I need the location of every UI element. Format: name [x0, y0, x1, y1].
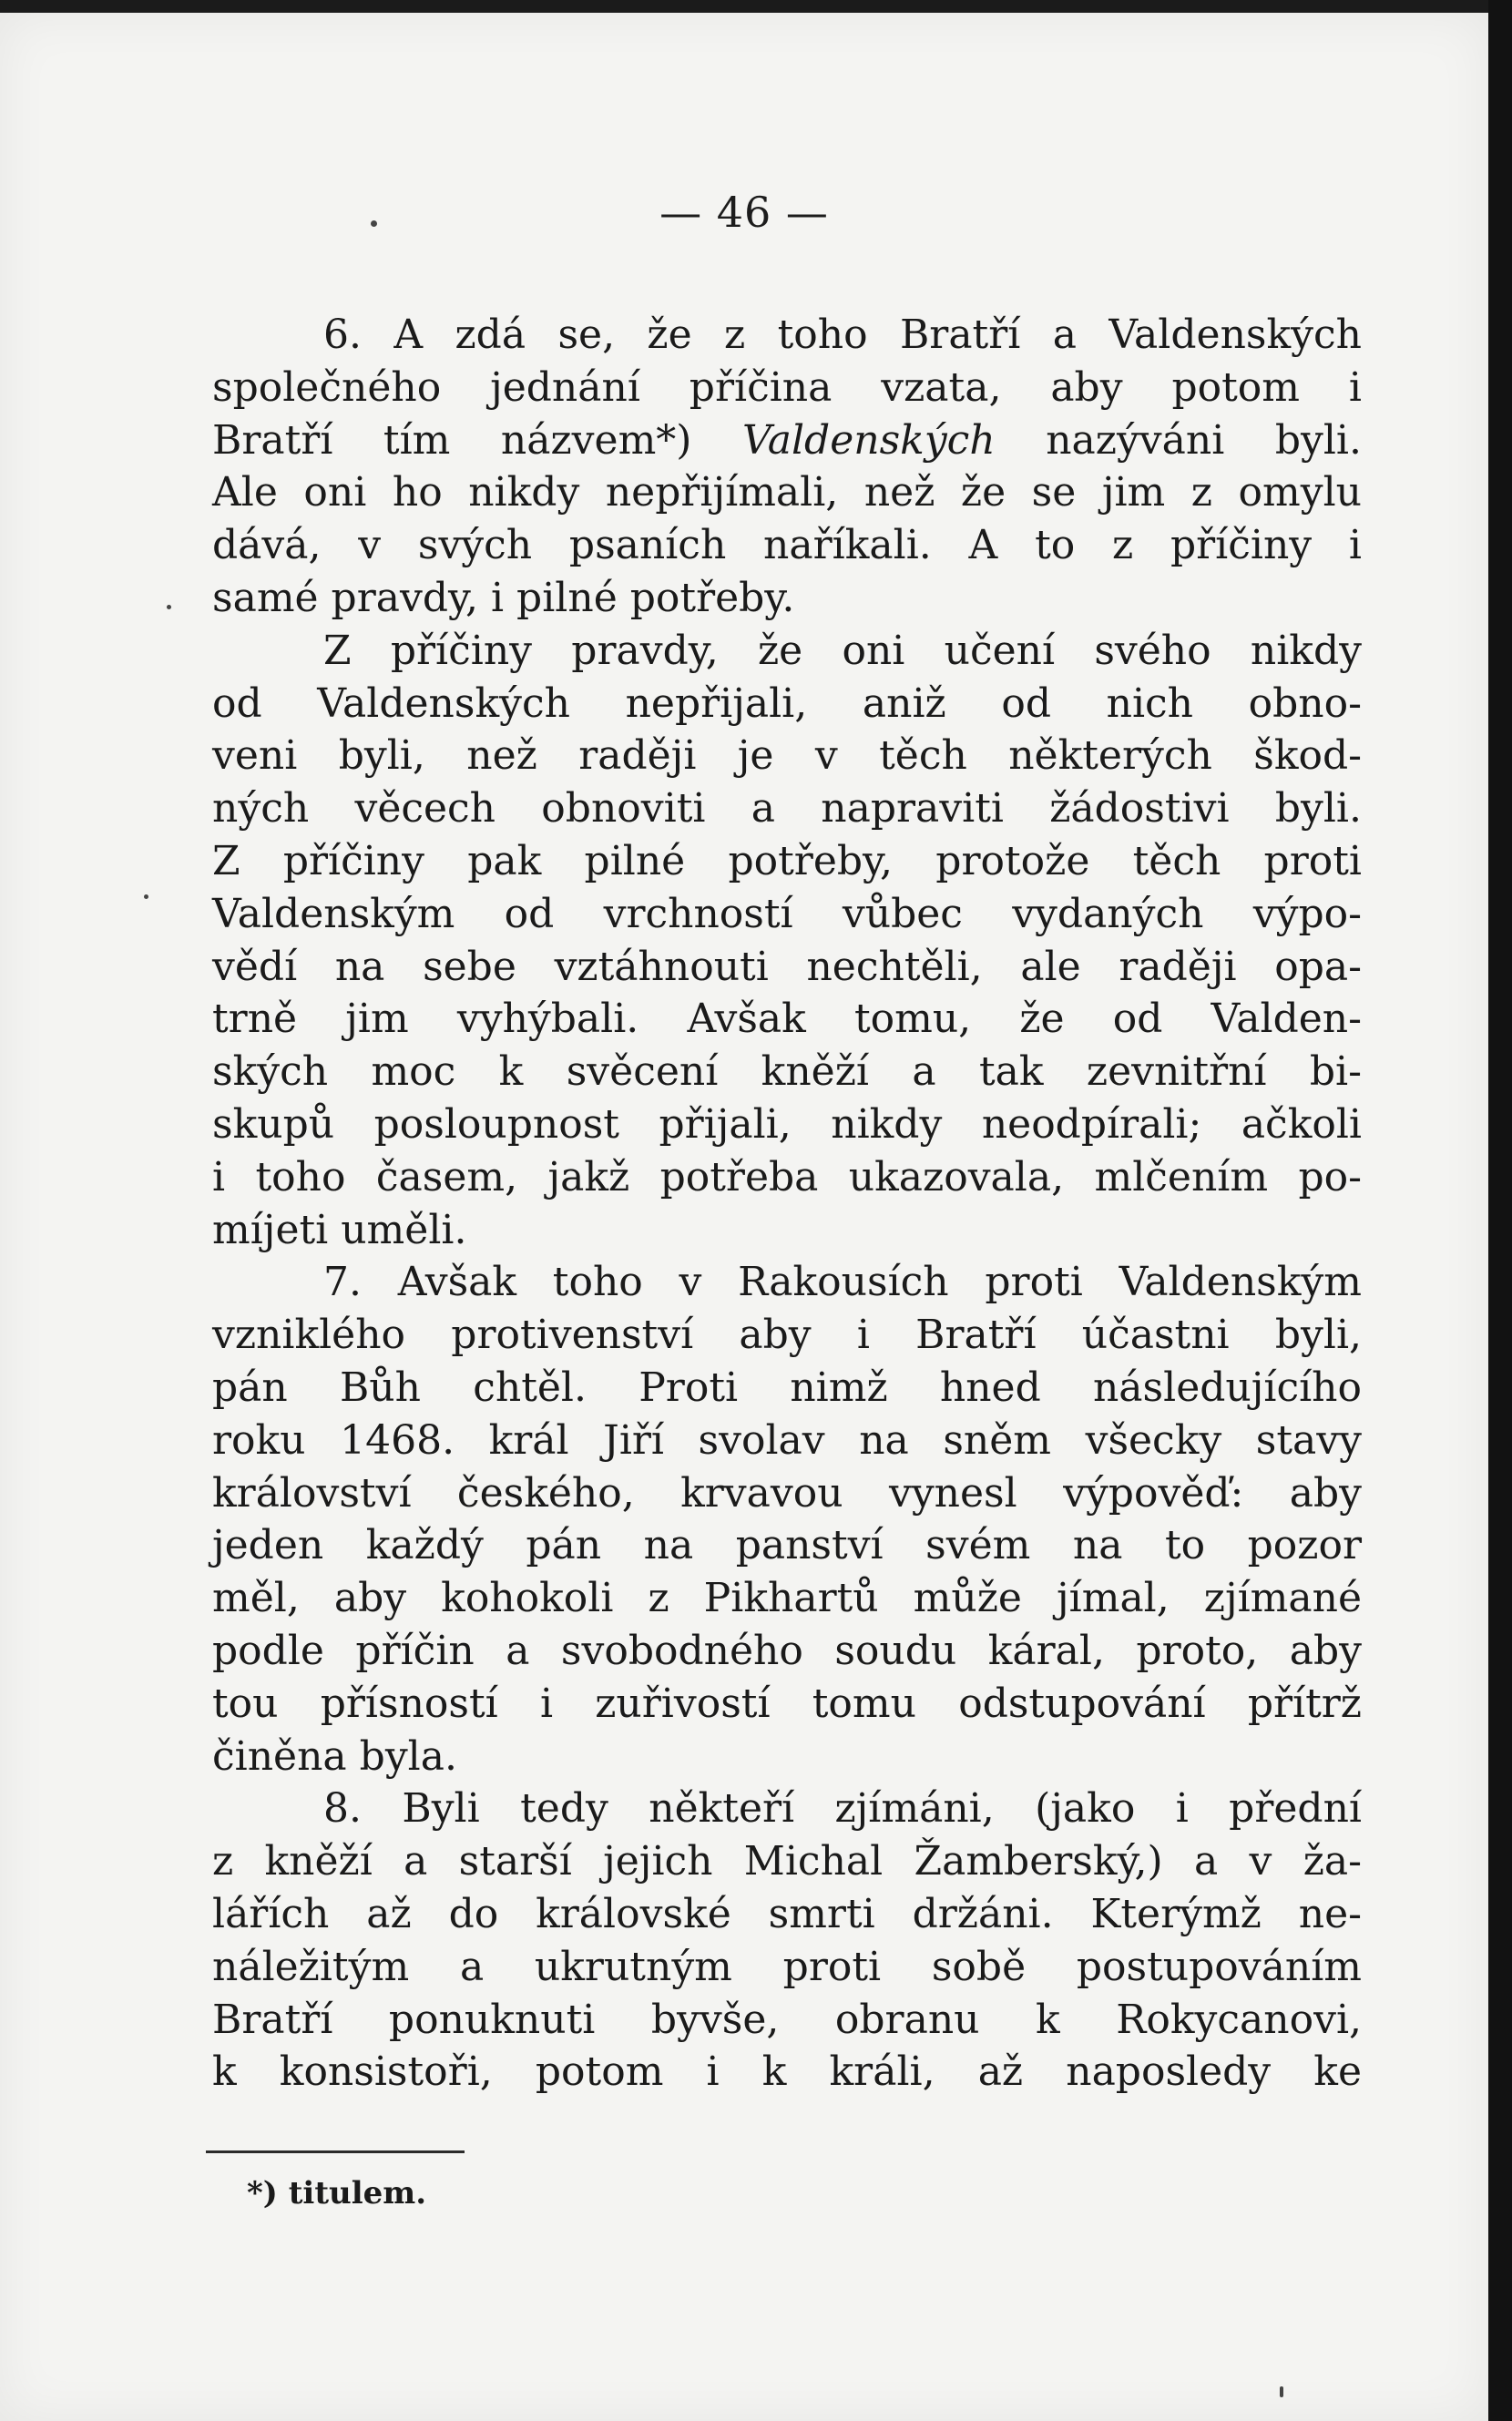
text-line: 6. A zdá se, že z toho Bratří a Valdenských — [323, 312, 1362, 358]
text-line: 7. Avšak toho v Rakousích proti Valdenským — [323, 1259, 1362, 1306]
text-line: ných věcech obnoviti a napraviti žádostivi byli. — [212, 785, 1362, 833]
text-line: Valdenským od vrchností vůbec vydaných výpo- — [212, 890, 1362, 937]
text-line: Z příčiny pak pilné potřeby, protože těch proti — [212, 837, 1362, 884]
text-line: vzniklého protivenství aby i Bratří účastni byli, — [212, 1312, 1362, 1359]
text-segment: Bratří tím názvem*) — [212, 416, 742, 464]
text-line: dává, v svých psaních naříkali. A to z příčiny i — [212, 522, 1362, 569]
text-line: podle příčin a svobodného soudu káral, proto, aby — [212, 1627, 1362, 1674]
paper-speck — [144, 894, 148, 899]
text-line: Z příčiny pravdy, že oni učení svého nikdy — [323, 627, 1362, 674]
text-segment: nazýváni byli. — [995, 416, 1362, 464]
text-line: veni byli, než raději je v těch některých škod- — [212, 732, 1362, 780]
paper-speck — [371, 220, 377, 227]
text-line: jeden každý pán na panství svém na to pozor — [212, 1522, 1362, 1569]
body-text — [212, 309, 1362, 2099]
paper-speck — [1280, 2386, 1283, 2397]
footnote-divider — [206, 2150, 465, 2153]
page-number: — 46 — — [659, 188, 829, 237]
italic-term: Valdenských — [742, 416, 996, 464]
text-line: Ale oni ho nikdy nepřijímali, než že se jim z omylu — [212, 469, 1362, 516]
page-edge-shadow — [1488, 0, 1512, 2421]
text-line: měl, aby kohokoli z Pikhartů může jímal, zjímané — [212, 1575, 1362, 1622]
text-line: náležitým a ukrutným proti sobě postupováním — [212, 1943, 1362, 1990]
text-line: ských moc k svěcení kněží a tak zevnitřní bi- — [212, 1048, 1362, 1096]
paper-speck — [167, 605, 171, 609]
text-line: lářích až do královské smrti držáni. Kterýmž ne- — [212, 1890, 1362, 1937]
text-line-with-italic — [212, 414, 1362, 467]
text-line: tou přísností i zuřivostí tomu odstupování přítrž — [212, 1680, 1362, 1727]
text-line: království českého, krvavou vynesl výpověď: aby — [212, 1469, 1362, 1517]
text-line: skupů posloupnost přijali, nikdy neodpírali; ačkoli — [212, 1100, 1362, 1148]
text-line: pán Bůh chtěl. Proti nimž hned následujícího — [212, 1364, 1362, 1411]
text-line: trně jim vyhýbali. Avšak tomu, že od Valden- — [212, 996, 1362, 1043]
text-line: roku 1468. král Jiří svolav na sněm všecky stavy — [212, 1416, 1362, 1464]
text-line: činěna byla. — [212, 1732, 457, 1780]
text-line: 8. Byli tedy někteří zjímáni, (jako i přední — [323, 1785, 1362, 1833]
text-line: vědí na sebe vztáhnouti nechtěli, ale raději opa- — [212, 943, 1362, 990]
text-line: Bratří ponuknuti byvše, obranu k Rokycanovi, — [212, 1996, 1362, 2043]
footnote: *) titulem. — [247, 2175, 427, 2212]
text-line: k konsistoři, potom i k králi, až naposledy ke — [212, 2048, 1362, 2096]
text-line: společného jednání příčina vzata, aby potom i — [212, 363, 1362, 411]
text-line: i toho časem, jakž potřeba ukazovala, mlčením po- — [212, 1153, 1362, 1200]
text-line: samé pravdy, i pilné potřeby. — [212, 574, 795, 621]
book-page — [0, 13, 1488, 2421]
text-line: z kněží a starší jejich Michal Žamberský,) a v ža- — [212, 1838, 1362, 1885]
text-line: míjeti uměli. — [212, 1206, 467, 1253]
text-line: od Valdenských nepřijali, aniž od nich obno- — [212, 679, 1362, 727]
